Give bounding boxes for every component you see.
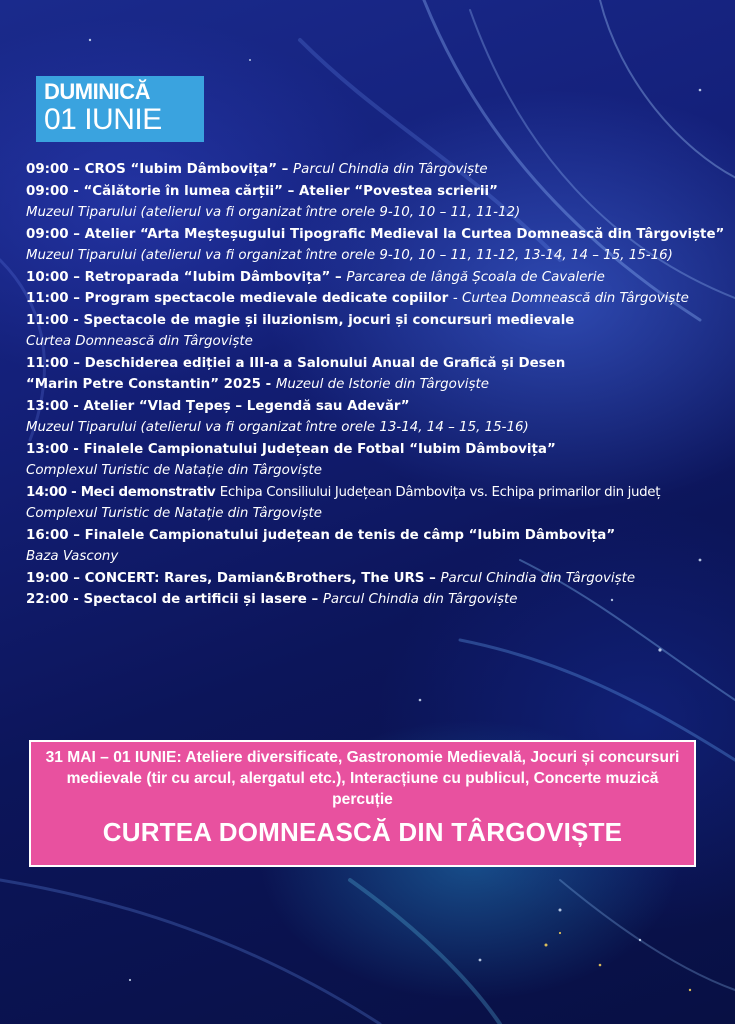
banner-text: 31 MAI – 01 IUNIE: Ateliere diversificate, Gastronomie Medievală, Jocuri și concursuri medievale (tir cu arcul, alergatul etc.), Interacțiune cu publicul, Concerte muzică percuție: [45, 749, 680, 808]
schedule-line: 11:00 – Program spectacole medievale dedicate copiilor - Curtea Domnească din Târgoviște: [26, 291, 689, 306]
schedule-line: 09:00 – CROS “Iubim Dâmbovița” – Parcul Chindia din Târgoviște: [26, 162, 488, 177]
schedule-line: 09:00 - “Călătorie în lumea cărții” – Atelier “Povestea scrierii”: [26, 183, 498, 199]
schedule-line: 10:00 – Retroparada “Iubim Dâmbovița” – Parcarea de lângă Școala de Cavalerie: [26, 269, 605, 285]
schedule-line: 13:00 - Atelier “Vlad Țepeș – Legendă sau Adevăr”: [26, 398, 410, 414]
schedule-line: 19:00 – CONCERT: Rares, Damian&Brothers, The URS – Parcul Chindia din Târgoviște: [26, 570, 636, 586]
schedule-line: 11:00 – Deschiderea ediției a III-a a Salonului Anual de Grafică și Desen: [26, 355, 566, 371]
schedule-line: 22:00 - Spectacol de artificii și lasere – Parcul Chindia din Târgoviște: [26, 592, 518, 607]
schedule-line: 09:00 – Atelier “Arta Meșteșugului Tipografic Medieval la Curtea Domnească din Târgoviște”: [26, 226, 725, 242]
schedule-line: Complexul Turistic de Natație din Târgoviște: [26, 506, 322, 521]
schedule-line: “Marin Petre Constantin” 2025 - Muzeul de Istorie din Târgoviște: [26, 377, 489, 392]
schedule-line: 16:00 – Finalele Campionatului județean de tenis de câmp “Iubim Dâmbovița”: [26, 527, 616, 543]
date-badge: [36, 76, 204, 142]
schedule-line: Muzeul Tiparului (atelierul va fi organizat între orele 13-14, 14 – 15, 15-16): [26, 420, 529, 435]
schedule-line: 13:00 - Finalele Campionatului Județean de Fotbal “Iubim Dâmbovița”: [26, 441, 556, 457]
schedule-line: Curtea Domnească din Târgoviște: [26, 334, 253, 349]
schedule-line: Muzeul Tiparului (atelierul va fi organizat între orele 9-10, 10 – 11, 11-12, 13-14, 14 – 15, 15-16): [26, 248, 673, 263]
date-date: 01 IUNIE: [44, 103, 162, 136]
schedule-line: 11:00 - Spectacole de magie și iluzionism, jocuri și concursuri medievale: [26, 312, 575, 328]
banner-title: CURTEA DOMNEASCĂ DIN TÂRGOVIȘTE: [102, 817, 623, 847]
schedule-list: [26, 159, 726, 611]
schedule-line: Muzeul Tiparului (atelierul va fi organizat între orele 9-10, 10 – 11, 11-12): [26, 205, 521, 220]
schedule-line: 14:00 - Meci demonstrativ Echipa Consiliului Județean Dâmbovița vs. Echipa primarilor din județ: [26, 484, 661, 500]
date-day: DUMINICĂ: [44, 79, 150, 104]
schedule-line: Complexul Turistic de Natație din Târgoviște: [26, 463, 322, 478]
schedule-line: Baza Vascony: [26, 549, 119, 564]
event-banner: [29, 740, 696, 867]
